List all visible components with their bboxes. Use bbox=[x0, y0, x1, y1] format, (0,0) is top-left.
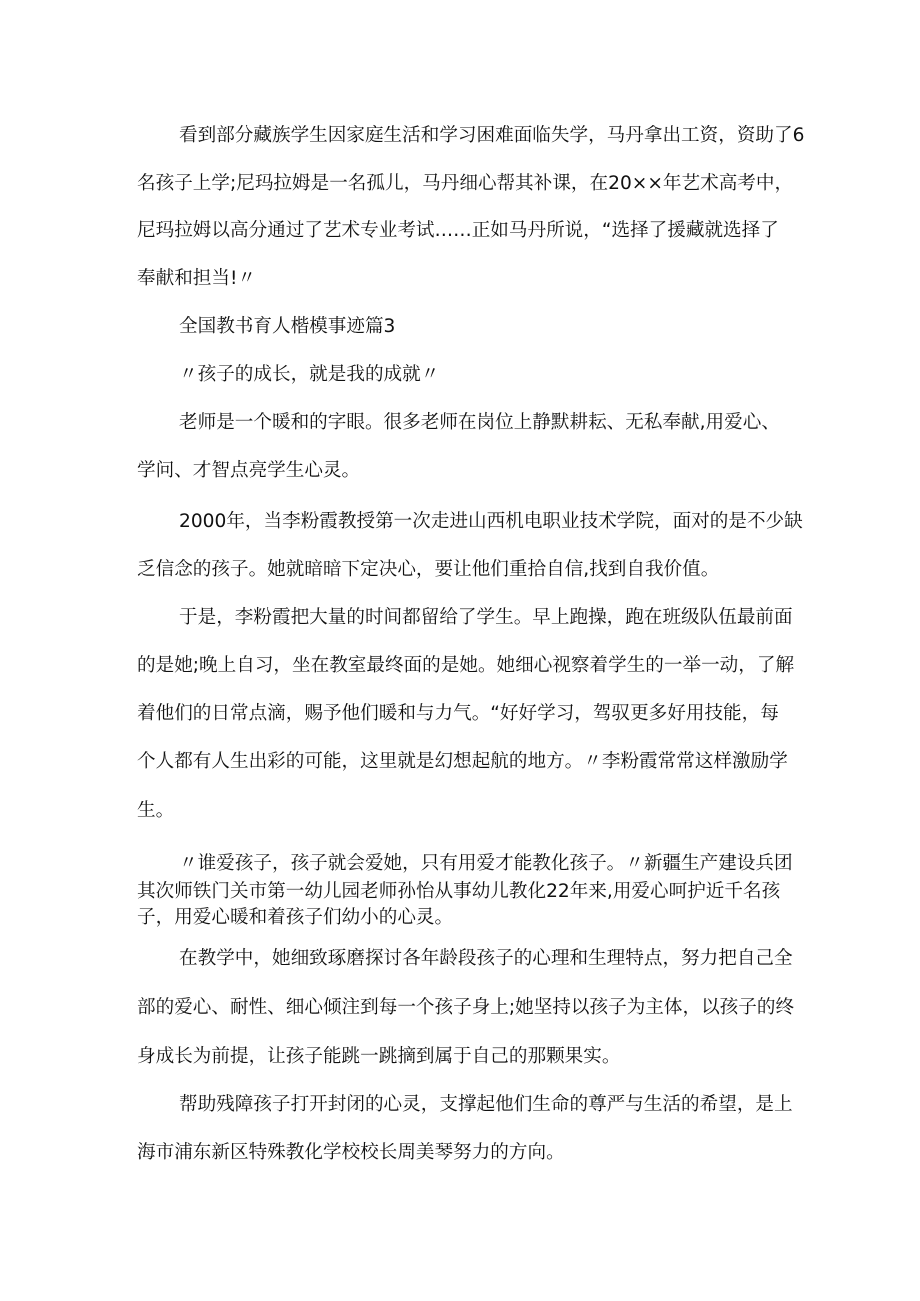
text-line: 于是，李粉霞把大量的时间都留给了学生。早上跑操，跑在班级队伍最前面 bbox=[179, 607, 793, 628]
text-line: 名孩子上学;尼玛拉姆是一名孤儿，马丹细心帮其补课，在20××年艺术高考中， bbox=[137, 173, 794, 194]
text-line: 生。 bbox=[137, 800, 175, 821]
text-line: 其次师铁门关市第一幼儿园老师孙怡从事幼儿教化22年来,用爱心呵护近千名孩 bbox=[137, 881, 781, 902]
text-line: 老师是一个暖和的字眼。很多老师在岗位上静默耕耘、无私奉献,用爱心、 bbox=[179, 412, 780, 433]
text-line: 在教学中，她细致琢磨探讨各年龄段孩子的心理和生理特点，努力把自己全 bbox=[179, 948, 793, 969]
text-line: 2000年，当李粉霞教授第一次走进山西机电职业技术学院，面对的是不少缺 bbox=[179, 511, 803, 532]
text-line: 奉献和担当!〃 bbox=[137, 268, 257, 289]
text-line: 学问、才智点亮学生心灵。 bbox=[137, 460, 361, 481]
text-line: 看到部分藏族学生因家庭生活和学习困难面临失学，马丹拿出工资，资助了6 bbox=[179, 125, 805, 146]
text-line: 帮助残障孩子打开封闭的心灵，支撑起他们生命的尊严与生活的希望，是上 bbox=[179, 1094, 793, 1115]
text-line: 乏信念的孩子。她就暗暗下定决心，要让他们重拾自信,找到自我价值。 bbox=[137, 559, 720, 580]
text-line: 部的爱心、耐性、细心倾注到每一个孩子身上;她坚持以孩子为主体，以孩子的终 bbox=[137, 997, 795, 1018]
text-line: 尼玛拉姆以高分通过了艺术专业考试……正如马丹所说，“选择了援藏就选择了 bbox=[137, 220, 779, 241]
text-line: 身成长为前提，让孩子能跳一跳摘到属于自己的那颗果实。 bbox=[137, 1046, 621, 1067]
text-line: 的是她;晚上自习，坐在教室最终面的是她。她细心视察着学生的一举一动，了解 bbox=[137, 655, 795, 676]
text-line: 个人都有人生出彩的可能，这里就是幻想起航的地方。〃李粉霞常常这样激励学 bbox=[137, 751, 788, 772]
quote-subtitle: 〃孩子的成长，就是我的成就〃 bbox=[179, 364, 440, 385]
section-heading: 全国教书育人楷模事迹篇3 bbox=[179, 316, 396, 337]
text-line: 海市浦东新区特殊教化学校校长周美琴努力的方向。 bbox=[137, 1142, 565, 1163]
text-line: 子，用爱心暖和着孩子们幼小的心灵。 bbox=[137, 907, 454, 928]
text-line: 〃谁爱孩子，孩子就会爱她，只有用爱才能教化孩子。〃新疆生产建设兵团 bbox=[179, 853, 793, 874]
text-line: 着他们的日常点滴，赐予他们暖和与力气。“好好学习，驾驭更多好用技能，每 bbox=[137, 703, 779, 724]
